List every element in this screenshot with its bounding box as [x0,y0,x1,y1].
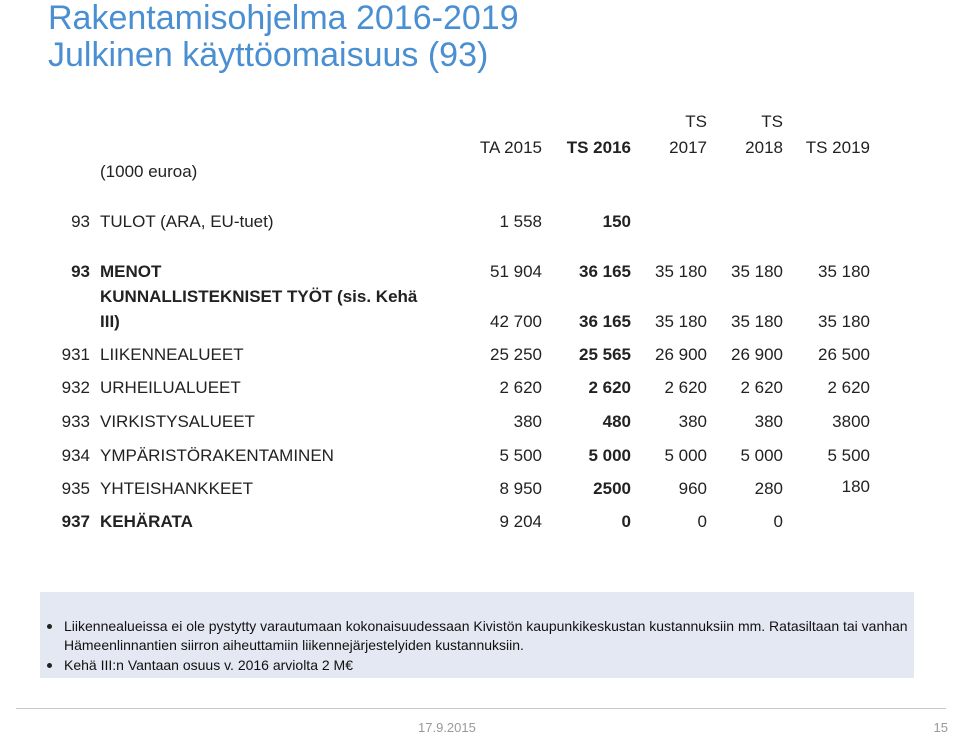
cell-ts2019: 180 [841,477,870,496]
note-text: Kehä III:n Vantaan osuus v. 2016 arviolta 2 M€ [64,657,353,673]
cell-ta2015: 25 250 [490,345,542,364]
row-name: TULOT (ARA, EU-tuet) [100,212,274,231]
cell-ta2015: 51 904 [490,262,542,281]
row-name: LIIKENNEALUEET [100,345,244,364]
row-name-line-1: KUNNALLISTEKNISET TYÖT (sis. Kehä [100,287,418,306]
note-item [64,656,909,675]
cell-ts2016: 0 [621,512,631,531]
header-ts2017-bottom: 2017 [669,138,707,157]
cell-ts2019: 3800 [832,412,870,431]
cell-ts2016: 25 565 [579,345,631,364]
cell-ta2015: 42 700 [490,312,542,331]
row-name: VIRKISTYSALUEET [100,412,255,431]
cell-ts2018: 5 000 [740,446,783,465]
cell-ts2017: 960 [678,479,707,498]
row-name: KEHÄRATA [100,512,193,531]
cell-ts2018: 2 620 [740,378,783,397]
cell-ts2017: 35 180 [655,312,707,331]
note-text: Liikennealueissa ei ole pystytty varautumaan kokonaisuudessaan Kivistön kaupunkikeskustan kustannuksiin mm. Ratasiltaan tai vanhan Hämeenlinnantien siirron aiheuttamiin liikennejärjestelyiden kustannuksiin. [64,618,908,653]
row-code: 93 [71,212,90,231]
row-name: MENOT [100,262,162,281]
row-name: URHEILUALUEET [100,378,241,397]
row-code: 935 [61,479,90,498]
cell-ts2016: 5 000 [588,446,631,465]
header-ta2015: TA 2015 [479,138,542,157]
cell-ts2018: 35 180 [731,312,783,331]
cell-ts2017: 0 [697,512,707,531]
cell-ts2019: 5 500 [827,446,870,465]
cell-ts2016: 480 [602,412,631,431]
cell-ts2019: 2 620 [827,378,870,397]
cell-ts2016: 36 165 [579,262,631,281]
row-code: 937 [61,512,90,531]
unit-label: (1000 euroa) [100,162,198,181]
cell-ts2017: 35 180 [655,262,707,281]
row-code: 933 [61,412,90,431]
header-ts2018-bottom: 2018 [745,138,783,157]
cell-ts2018: 0 [773,512,783,531]
cell-ta2015: 1 558 [499,212,542,231]
row-code: 932 [61,378,90,397]
footer-date: 17.9.2015 [418,720,476,735]
cell-ts2017: 26 900 [655,345,707,364]
cell-ts2019: 26 500 [818,345,870,364]
note-item [64,617,909,655]
cell-ts2017: 380 [678,412,707,431]
cell-ts2016: 2500 [593,479,631,498]
row-code: 934 [61,446,90,465]
cell-ts2017: 5 000 [664,446,707,465]
page-number: 15 [933,720,948,735]
cell-ta2015: 8 950 [499,479,542,498]
cell-ts2016: 2 620 [588,378,631,397]
cell-ts2017: 2 620 [664,378,707,397]
header-ts2017-top: TS [685,112,707,131]
bullet-icon [47,624,52,629]
title-line-1: Rakentamisohjelma 2016-2019 [48,0,519,37]
row-name: YHTEISHANKKEET [100,479,254,498]
cell-ts2018: 380 [754,412,783,431]
cell-ta2015: 380 [513,412,542,431]
row-code: 93 [71,262,90,281]
row-name-line-2: III) [100,312,120,331]
header-ts2019: TS 2019 [805,138,870,157]
cell-ta2015: 2 620 [499,378,542,397]
cell-ta2015: 5 500 [499,446,542,465]
bullet-icon [47,663,52,668]
slide-title [48,0,519,74]
cell-ts2019: 35 180 [818,262,870,281]
header-ts2016: TS 2016 [566,138,631,157]
cell-ts2018: 26 900 [731,345,783,364]
row-code: 931 [61,345,90,364]
cell-ts2018: 280 [754,479,783,498]
footer-divider [16,708,946,709]
cell-ts2016: 36 165 [579,312,631,331]
title-line-2: Julkinen käyttöomaisuus (93) [48,36,489,74]
cell-ts2018: 35 180 [731,262,783,281]
row-name: YMPÄRISTÖRAKENTAMINEN [100,446,334,465]
notes-box [40,592,914,678]
cell-ta2015: 9 204 [499,512,542,531]
cell-ts2016: 150 [602,212,631,231]
cell-ts2019: 35 180 [818,312,870,331]
header-ts2018-top: TS [761,112,783,131]
